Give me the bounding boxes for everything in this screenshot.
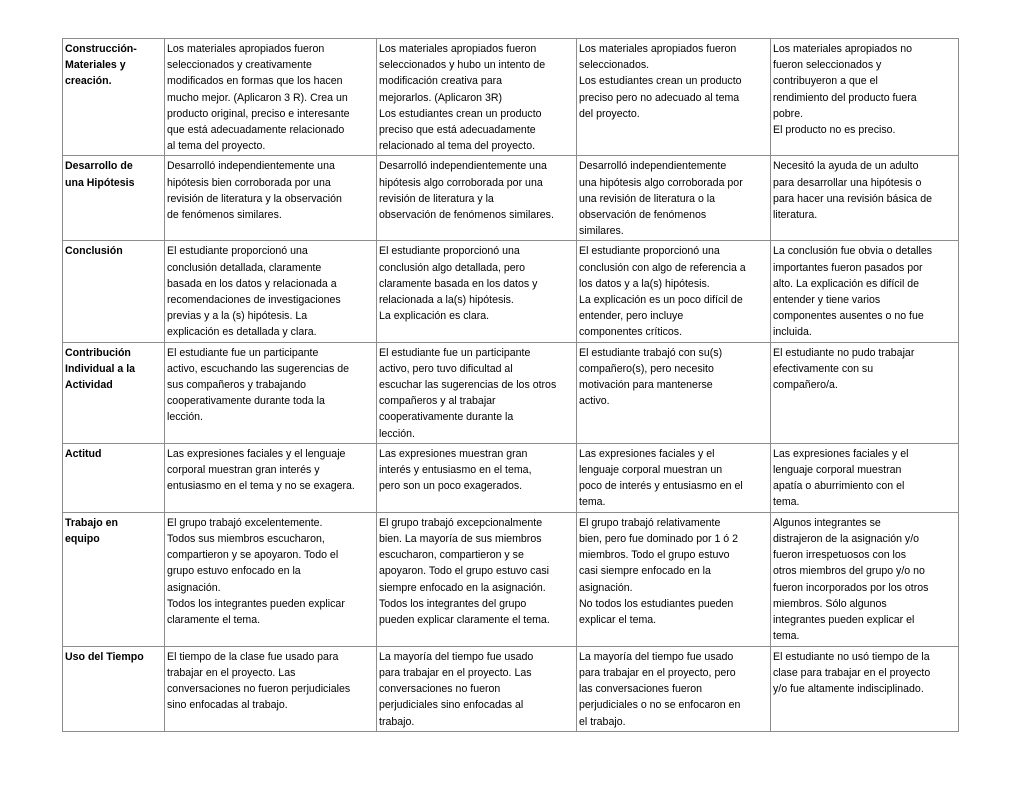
level-cell xyxy=(577,241,771,342)
level-description: Las expresiones faciales y el lenguaje corporal muestran apatía o aburrimiento con el tema. xyxy=(773,447,909,509)
level-description: El grupo trabajó relativamente bien, pero fue dominado por 1 ó 2 miembros. Todo el grupo estuvo casi siempre enfocado en la asignación. No todos los estudiantes pueden explicar el tema. xyxy=(579,516,739,627)
table-row xyxy=(63,156,959,241)
criterion-cell xyxy=(63,443,165,512)
level-description: El estudiante no pudo trabajar efectivamente con su compañero/a. xyxy=(773,346,915,392)
level-description: Los materiales apropiados fueron seleccionados. Los estudiantes crean un producto preciso pero no adecuado al tema del proyecto. xyxy=(579,43,742,120)
level-cell xyxy=(771,512,959,646)
level-cell xyxy=(771,241,959,342)
table-row xyxy=(63,512,959,646)
level-description: Las expresiones faciales y el lenguaje corporal muestran un poco de interés y entusiasmo en el tema. xyxy=(579,447,743,509)
level-cell xyxy=(577,646,771,731)
level-description: El grupo trabajó excepcionalmente bien. La mayoría de sus miembros escucharon, compartieron y se apoyaron. Todo el grupo estuvo casi siempre enfocado en la asignación. Todos los integrantes del grupo pueden explicar claramente el tema. xyxy=(379,516,550,627)
level-description: El estudiante no usó tiempo de la clase para trabajar en el proyecto y/o fue altamente indisciplinado. xyxy=(773,650,931,696)
level-cell xyxy=(377,443,577,512)
level-description: La mayoría del tiempo fue usado para trabajar en el proyecto. Las conversaciones no fueron perjudiciales sino enfocadas al trabajo. xyxy=(379,650,534,728)
level-cell xyxy=(771,39,959,156)
level-description: El grupo trabajó excelentemente. Todos sus miembros escucharon, compartieron y se apoyaron. Todo el grupo estuvo enfocado en la asignación. Todos los integrantes pueden explicar claramente el tema. xyxy=(167,516,345,627)
level-cell xyxy=(377,39,577,156)
level-cell xyxy=(377,241,577,342)
criterion-label: Trabajo en equipo xyxy=(65,516,118,546)
level-cell xyxy=(771,342,959,443)
table-row xyxy=(63,443,959,512)
level-description: La mayoría del tiempo fue usado para trabajar en el proyecto, pero las conversaciones fueron perjudiciales o no se enfocaron en el trabajo. xyxy=(579,650,741,728)
level-description: Las expresiones muestran gran interés y entusiasmo en el tema, pero son un poco exagerados. xyxy=(379,447,532,493)
table-row xyxy=(63,646,959,731)
table-row xyxy=(63,39,959,156)
level-description: El estudiante proporcionó una conclusión con algo de referencia a los datos y a la(s) hipótesis. La explicación es un poco difícil de entender, pero incluye componentes críticos. xyxy=(579,245,746,339)
criterion-label: Conclusión xyxy=(65,245,123,258)
level-cell xyxy=(165,443,377,512)
level-cell xyxy=(165,241,377,342)
table-row xyxy=(63,342,959,443)
level-cell xyxy=(377,646,577,731)
level-cell xyxy=(165,39,377,156)
level-description: Las expresiones faciales y el lenguaje corporal muestran gran interés y entusiasmo en el tema y no se exagera. xyxy=(167,447,355,493)
criterion-cell xyxy=(63,646,165,731)
level-cell xyxy=(165,342,377,443)
criterion-cell xyxy=(63,241,165,342)
level-description: Necesitó la ayuda de un adulto para desarrollar una hipótesis o para hacer una revisión básica de literatura. xyxy=(773,160,933,222)
level-description: Desarrolló independientemente una hipótesis algo corroborada por una revisión de literatura y la observación de fenómenos similares. xyxy=(379,160,554,222)
level-description: Los materiales apropiados no fueron seleccionados y contribuyeron a que el rendimiento del producto fuera pobre. El producto no es preciso. xyxy=(773,43,917,137)
level-cell xyxy=(577,512,771,646)
table-row xyxy=(63,241,959,342)
criterion-cell xyxy=(63,156,165,241)
criterion-cell xyxy=(63,39,165,156)
level-description: Los materiales apropiados fueron seleccionados y hubo un intento de modificación creativa para mejorarlos. (Aplicaron 3R) Los estudiantes crean un producto preciso que está adecuadamente relacionado al tema del proyecto. xyxy=(379,43,546,153)
level-cell xyxy=(771,156,959,241)
level-cell xyxy=(377,342,577,443)
level-description: Desarrolló independientemente una hipótesis bien corroborada por una revisión de literatura y la observación de fenómenos similares. xyxy=(167,160,342,222)
criterion-label: Contribución Individual a la Actividad xyxy=(65,346,136,392)
level-cell xyxy=(577,342,771,443)
level-cell xyxy=(577,39,771,156)
criterion-cell xyxy=(63,512,165,646)
level-description: La conclusión fue obvia o detalles importantes fueron pasados por alto. La explicación es difícil de entender y tiene varios componentes ausentes o no fue incluida. xyxy=(773,245,933,339)
level-description: El tiempo de la clase fue usado para trabajar en el proyecto. Las conversaciones no fueron perjudiciales sino enfocadas al trabajo. xyxy=(167,650,351,712)
criterion-label: Uso del Tiempo xyxy=(65,650,144,663)
level-cell xyxy=(377,156,577,241)
level-cell xyxy=(771,646,959,731)
level-description: El estudiante proporcionó una conclusión algo detallada, pero claramente basada en los datos y relacionada a la(s) hipótesis. La explicación es clara. xyxy=(379,245,538,323)
level-description: El estudiante fue un participante activo, pero tuvo dificultad al escuchar las sugerencias de los otros compañeros y al trabajar cooperativamente durante la lección. xyxy=(379,346,557,440)
criterion-label: Actitud xyxy=(65,447,102,460)
level-cell xyxy=(771,443,959,512)
level-cell xyxy=(577,443,771,512)
level-description: El estudiante trabajó con su(s) compañero(s), pero necesito motivación para mantenerse activo. xyxy=(579,346,723,408)
criterion-cell xyxy=(63,342,165,443)
level-cell xyxy=(165,646,377,731)
level-cell xyxy=(377,512,577,646)
level-description: Algunos integrantes se distrajeron de la asignación y/o fueron irrespetuosos con los otros miembros del grupo y/o no fueron incorporados por los otros miembros. Sólo algunos integrantes pueden explicar el tema. xyxy=(773,516,929,643)
criterion-label: Desarrollo de una Hipótesis xyxy=(65,160,135,189)
level-cell xyxy=(165,156,377,241)
level-cell xyxy=(577,156,771,241)
level-description: El estudiante proporcionó una conclusión detallada, claramente basada en los datos y relacionada a recomendaciones de investigaciones previas y a la (s) hipótesis. La explicación es detallada y clara. xyxy=(167,245,341,339)
level-cell xyxy=(165,512,377,646)
rubric-table xyxy=(62,38,959,732)
level-description: Desarrolló independientemente una hipótesis algo corroborada por una revisión de literatura o la observación de fenómenos similares. xyxy=(579,160,743,238)
level-description: El estudiante fue un participante activo, escuchando las sugerencias de sus compañeros y trabajando cooperativamente durante toda la lección. xyxy=(167,346,349,424)
criterion-label: Construcción- Materiales y creación. xyxy=(65,43,137,88)
level-description: Los materiales apropiados fueron seleccionados y creativamente modificados en formas que los hacen mucho mejor. (Aplicaron 3 R). Crea un producto original, preciso e interesante que está adecuadamente relacionado al tema del proyecto. xyxy=(167,43,350,153)
